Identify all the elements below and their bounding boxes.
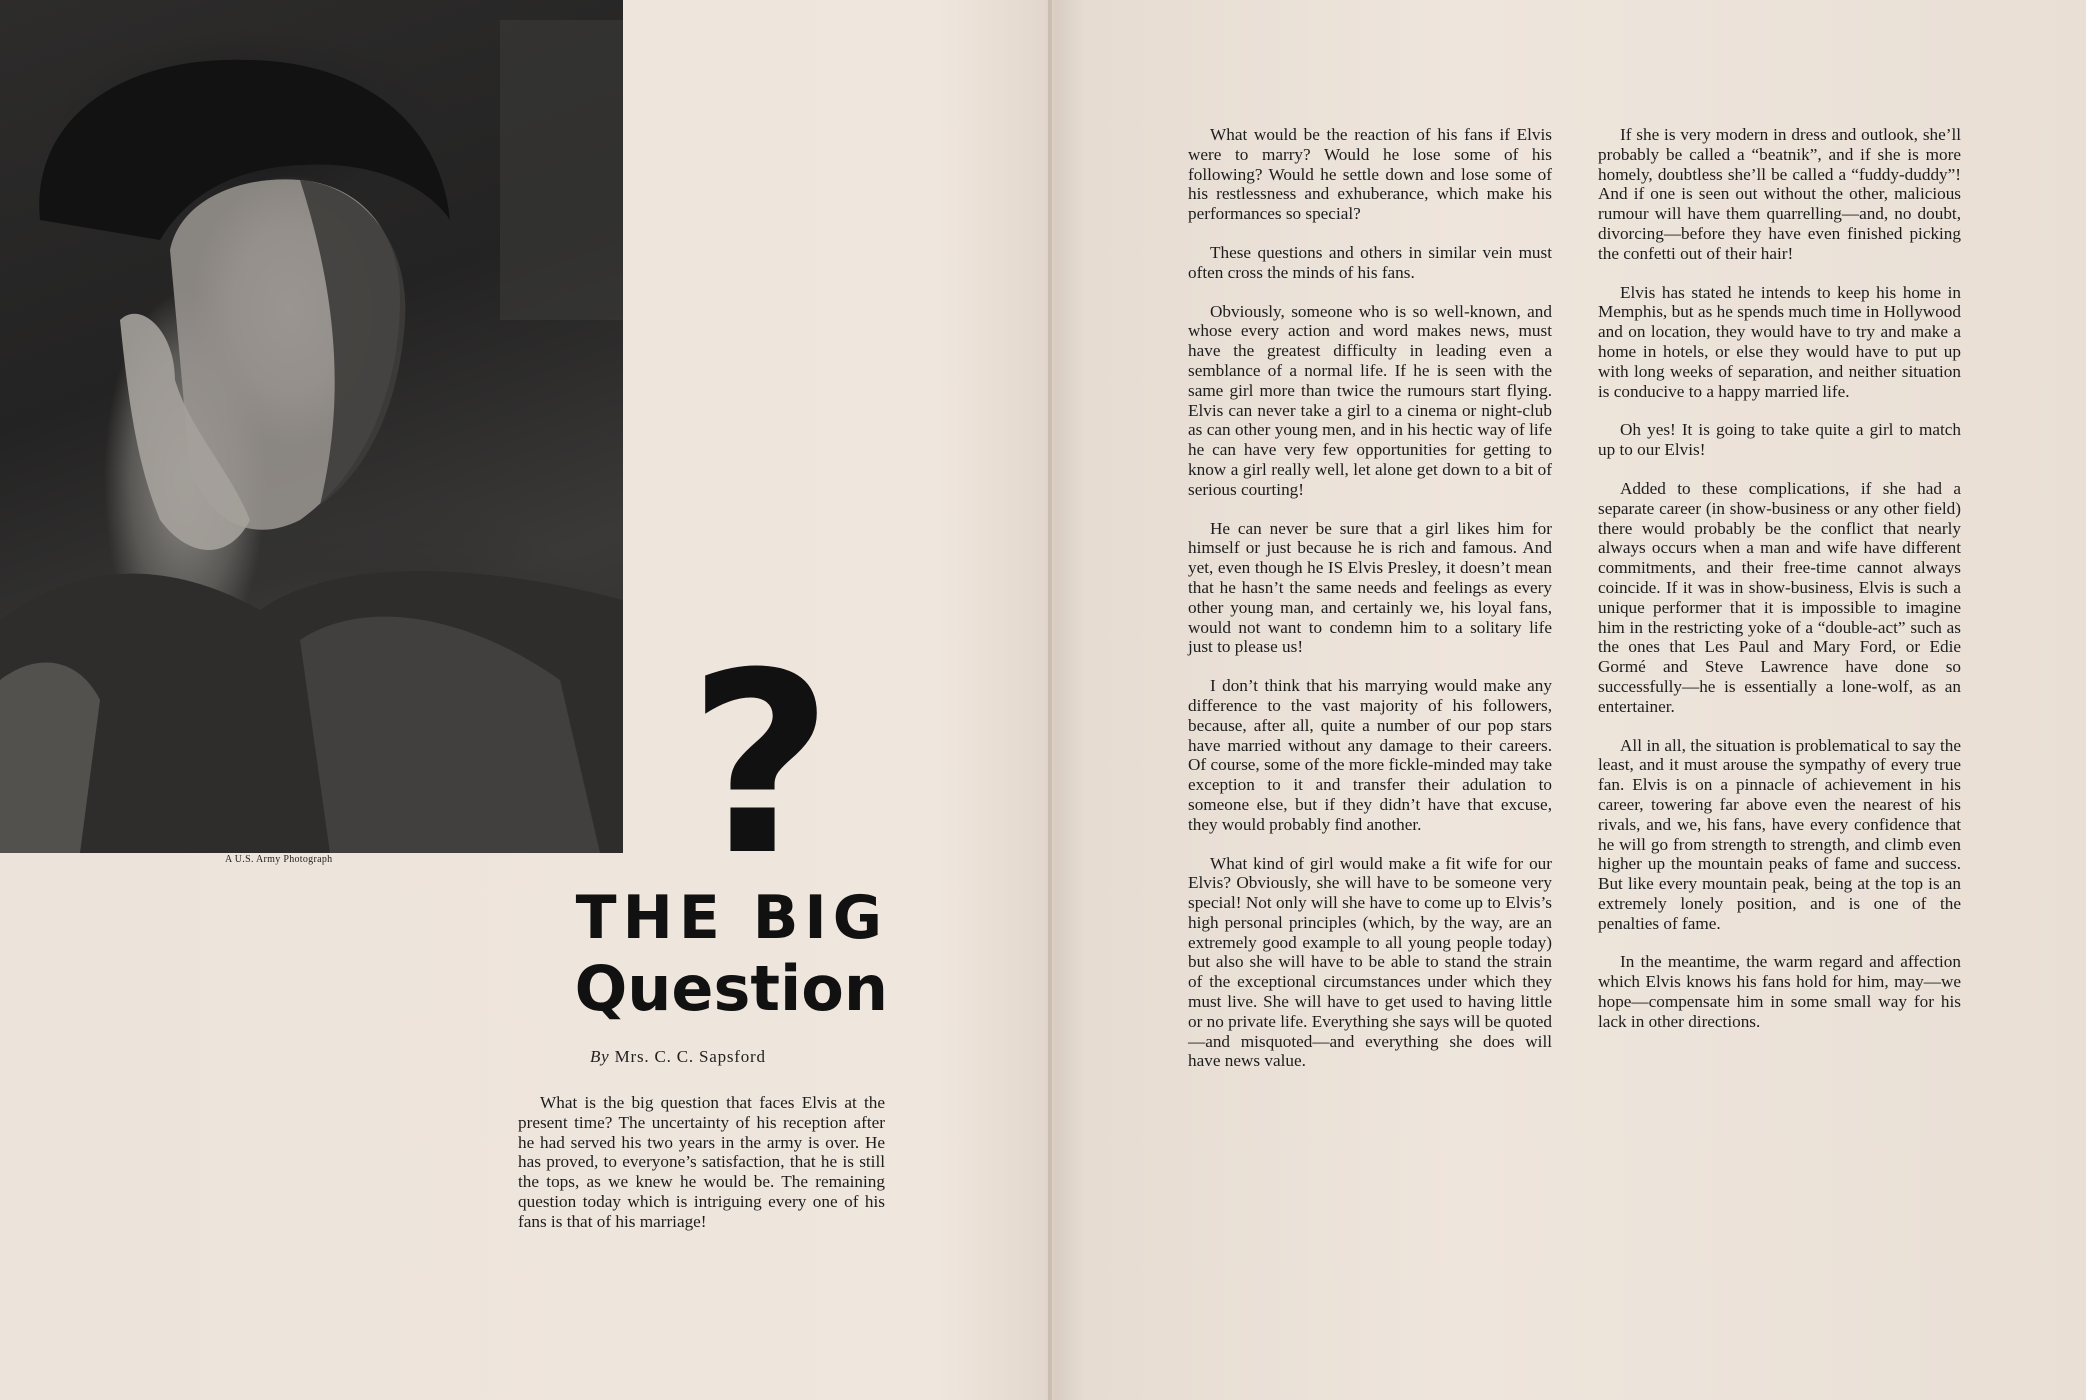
article-column-3 bbox=[1598, 125, 1961, 1051]
title-line-2: Question bbox=[574, 952, 888, 1025]
column2-paragraph: These questions and others in similar vein must often cross the minds of his fans. bbox=[1188, 242, 1552, 282]
column3-paragraph: All in all, the situation is problematical to say the least, and it must arouse the sympathy of every true fan. Elvis is on a pinnacle of achievement in his career, towering far above even the nearest of his rivals, and we, his fans, have every confidence that he will go from strength to strength, and climb even higher up the mountain peaks of fame and success. But like every mountain peak, being at the top is an extremely lonely position, and is one of the penalties of fame. bbox=[1598, 735, 1961, 933]
byline bbox=[590, 1047, 766, 1067]
byline-by: By bbox=[590, 1047, 610, 1066]
photo-caption: A U.S. Army Photograph bbox=[225, 854, 333, 865]
page-gutter bbox=[1048, 0, 1052, 1400]
column3-paragraph: If she is very modern in dress and outlook, she’ll probably be called a “beatnik”, and if she is more homely, doubtless she’ll be called a “fuddy-duddy”! And if one is seen out without the other, malicious rumour will have them quarrelling—and, no doubt, divorcing—before they have even finished picking the confetti out of their hair! bbox=[1598, 125, 1961, 263]
column2-paragraph: Obviously, someone who is so well-known, and whose every action and word makes news, must have the greatest difficulty in leading even a semblance of a normal life. If he is seen with the same girl more than twice the rumours start flying. Elvis can never take a girl to a cinema or night-club as can other young men, and in his hectic way of life he can have very few opportunities for getting to know a girl really well, let alone get down to a bit of serious courting! bbox=[1188, 301, 1552, 499]
column2-paragraph: He can never be sure that a girl likes him for himself or just because he is rich and famous. And yet, even though he IS Elvis Presley, it doesn’t mean that he hasn’t the same needs and feelings as every other young man, and certainly we, his loyal fans, would not want to condemn him to a solitary life just to please us! bbox=[1188, 518, 1552, 657]
column2-paragraph: What would be the reaction of his fans if Elvis were to marry? Would he lose some of his following? Would he settle down and lose some of his restlessness and exhuberance, which make his performances so special? bbox=[1188, 125, 1552, 224]
column2-paragraph: What kind of girl would make a fit wife for our Elvis? Obviously, she will have to be someone very special! Not only will she have to come up to Elvis’s high personal principles (which, by the way, are an extremely good example to all young people today) but also she will have to be able to stand the strain of the exceptional circumstances under which they must live. She will have to get used to having little or no private life. Everything she says will be quoted—and misquoted—and everything she does will have news value. bbox=[1188, 853, 1552, 1071]
column2-paragraph: I don’t think that his marrying would make any difference to the vast majority of his followers, because, after all, quite a number of our pop stars have married without any damage to their careers. Of course, some of the more fickle-minded may take exception to it and transfer their adulation to someone else, but if they didn’t have that excuse, they would probably find another. bbox=[1188, 676, 1552, 834]
title-line-1: THE BIG bbox=[575, 883, 888, 953]
article-column-2 bbox=[1188, 125, 1552, 1090]
question-mark-graphic: ? bbox=[688, 619, 834, 910]
lead-column bbox=[518, 1093, 885, 1251]
portrait-illustration bbox=[0, 0, 623, 853]
column3-paragraph: Oh yes! It is going to take quite a girl to match up to our Elvis! bbox=[1598, 420, 1961, 460]
column3-paragraph: Elvis has stated he intends to keep his home in Memphis, but as he spends much time in Hollywood and on location, they would have to try and make a home in hotels, or else they would have to put up with long weeks of separation, and neither situation is conducive to a happy married life. bbox=[1598, 282, 1961, 401]
lead-paragraph: What is the big question that faces Elvis at the present time? The uncertainty of his reception after he had served his two years in the army is over. He has proved, to everyone’s satisfaction, that he is still the tops, as we knew he would be. The remaining question today which is intriguing every one of his fans is that of his marriage! bbox=[518, 1093, 885, 1231]
article-title bbox=[518, 883, 888, 1025]
column3-paragraph: Added to these complications, if she had a separate career (in show-business or any other field) there would probably be the conflict that nearly always occurs when a man and wife have different commitments, and their free-time cannot always coincide. If it was in show-business, Elvis is such a unique performer that it is impossible to imagine him in the restricting yoke of a “double-act” such as the ones that Les Paul and Mary Ford, or Edie Gormé and Steve Lawrence have done so successfully—he is essentially a lone-wolf, as an entertainer. bbox=[1598, 478, 1961, 716]
column3-paragraph: In the meantime, the warm regard and affection which Elvis knows his fans hold for him, may—we hope—compensate him in some small way for his lack in other directions. bbox=[1598, 952, 1961, 1031]
portrait-photo bbox=[0, 0, 623, 853]
byline-author: Mrs. C. C. Sapsford bbox=[614, 1047, 766, 1066]
